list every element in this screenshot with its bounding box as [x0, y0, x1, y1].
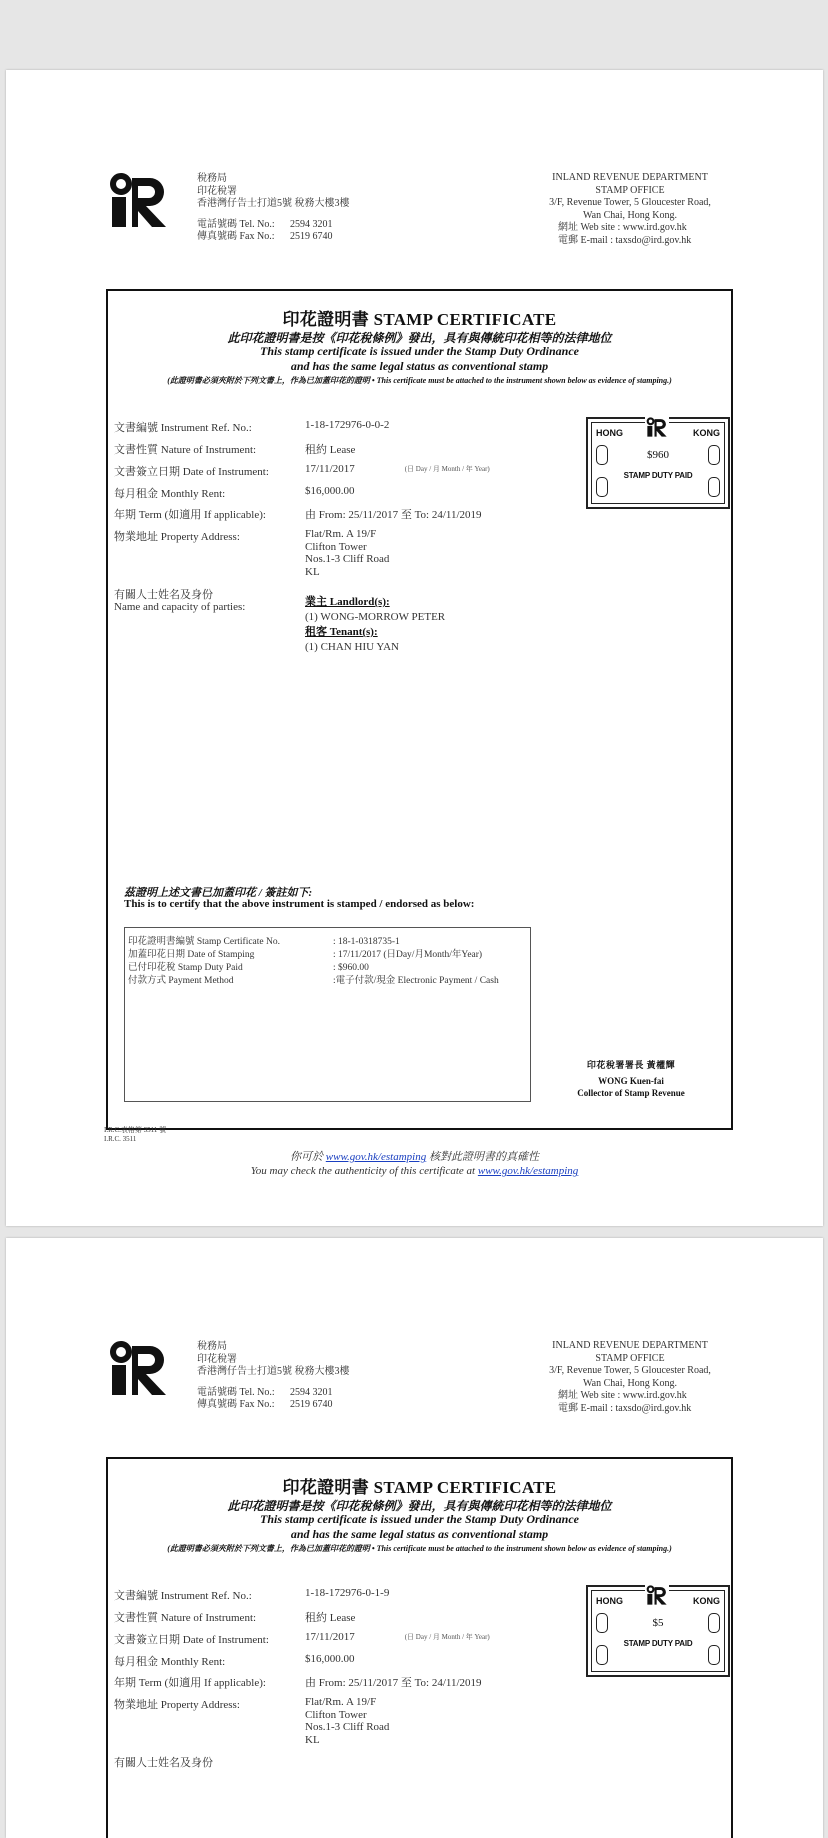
address-line: Flat/Rm. A 19/F [305, 528, 377, 540]
field-label: 文書簽立日期 Date of Instrument: [114, 1634, 269, 1646]
field-value: 由 From: 25/11/2017 至 To: 24/11/2019 [305, 1677, 482, 1689]
office-address-zh: 香港灣仔告士打道5號 稅務大樓3樓 [197, 198, 350, 209]
email: 電郵 E-mail : taxsdo@ird.gov.hk [558, 1402, 692, 1414]
field-label: 文書性質 Nature of Instrument: [114, 444, 257, 456]
certificate-subtitle-zh: 此印花證明書是按《印花稅條例》發出，具有與傳統印花相等的法律地位 [227, 331, 612, 345]
verify-text-zh-pre: 你可於 [290, 1151, 324, 1163]
stamping-value: : $960.00 [333, 963, 369, 973]
field-label: 年期 Term (如適用 If applicable): [114, 1677, 266, 1689]
collector-title-zh: 印花稅署署長 黃權輝 [586, 1060, 676, 1070]
date-value: 17/11/2017 [305, 463, 355, 475]
date-format-hint: (日 Day / 月 Month / 年 Year) [404, 465, 490, 474]
certify-heading-zh: 茲證明上述文書已加蓋印花 / 簽註如下: [124, 887, 313, 899]
certificate-subtitle-en-1: This stamp certificate is issued under the Stamp Duty Ordinance [259, 1512, 580, 1526]
stamp-duty-paid-text: STAMP DUTY PAID [623, 471, 693, 480]
stamp-amount: $5 [652, 1617, 664, 1629]
date-value: 17/11/2017 [305, 1631, 355, 1643]
address-line: KL [305, 1733, 320, 1746]
address-line: Flat/Rm. A 19/F [305, 1696, 377, 1708]
estamping-link[interactable]: www.gov.hk/estamping [325, 1151, 427, 1163]
letterhead [6, 70, 823, 270]
office-contact-en [526, 1340, 734, 1415]
office-address-en-2: Wan Chai, Hong Kong. [583, 209, 677, 221]
stamp-duty-paid-seal [586, 1585, 730, 1677]
field-label [114, 1757, 299, 1769]
form-number-zh: I.R.C.表格第 3511 號 [104, 1126, 167, 1134]
dept-name-zh: 稅務局 [197, 1341, 227, 1352]
tel-number: 2594 3201 [290, 1386, 333, 1398]
tel-label: 電話號碼 Tel. No.: [197, 218, 275, 230]
field-label: 文書編號 Instrument Ref. No.: [114, 1590, 252, 1602]
field-value: 1-18-172976-0-1-9 [305, 1587, 390, 1599]
field-label: 文書性質 Nature of Instrument: [114, 1612, 257, 1624]
tenant-heading: 租客 Tenant(s): [305, 626, 378, 638]
collector-name-en: WONG Kuen-fai [598, 1076, 664, 1086]
email: 電郵 E-mail : taxsdo@ird.gov.hk [558, 234, 692, 246]
field-label: 物業地址 Property Address: [114, 531, 240, 543]
field-label: 每月租金 Monthly Rent: [114, 1656, 226, 1668]
field-value: 租約 Lease [305, 1612, 356, 1624]
ird-logo-icon [645, 417, 669, 437]
field-label: 文書編號 Instrument Ref. No.: [114, 422, 252, 434]
field-value [305, 595, 445, 655]
certificate-subtitle-en-2: and has the same legal status as conventional stamp [290, 359, 549, 373]
parties-label-en: Name and capacity of parties: [114, 601, 246, 613]
seal-mark-icon [596, 1613, 608, 1633]
seal-mark-icon [708, 1613, 720, 1633]
seal-mark-icon [596, 1645, 608, 1665]
office-name-en: STAMP OFFICE [595, 184, 665, 196]
certificate-subtitle-en-1: This stamp certificate is issued under the Stamp Duty Ordinance [259, 344, 580, 358]
stamp-certificate-box [106, 1457, 733, 1838]
address-line: Clifton Tower [305, 1708, 367, 1721]
certificate-title: 印花證明書 STAMP CERTIFICATE [282, 1478, 557, 1497]
landlord-name: (1) WONG-MORROW PETER [305, 611, 446, 623]
tel-number: 2594 3201 [290, 218, 333, 230]
office-address-en-1: 3/F, Revenue Tower, 5 Gloucester Road, [549, 1365, 711, 1376]
fax-number: 2519 6740 [290, 231, 333, 242]
office-name-zh: 印花稅署 [197, 185, 237, 197]
document-page-2 [6, 1238, 823, 1838]
stamp-duty-paid-text: STAMP DUTY PAID [623, 1639, 693, 1648]
seal-mark-icon [708, 1645, 720, 1665]
stamping-row [128, 972, 499, 986]
certificate-subtitle-en-2: and has the same legal status as conventional stamp [290, 1527, 549, 1541]
date-format-hint: (日 Day / 月 Month / 年 Year) [404, 1633, 490, 1642]
stamp-amount: $960 [647, 449, 669, 461]
ird-logo-icon [645, 1585, 669, 1605]
field-value: 由 From: 25/11/2017 至 To: 24/11/2019 [305, 509, 482, 521]
address-line: Clifton Tower [305, 540, 367, 553]
landlord-heading: 業主 Landlord(s): [305, 596, 390, 608]
letterhead [6, 1238, 823, 1438]
verify-text-zh-post: 核對此證明書的真確性 [428, 1151, 539, 1163]
verify-note [6, 1150, 823, 1178]
field-label: 文書簽立日期 Date of Instrument: [114, 466, 269, 478]
address-line: KL [305, 565, 320, 578]
certify-heading-en: This is to certify that the above instrument is stamped / endorsed as below: [124, 898, 475, 910]
field-label: 物業地址 Property Address: [114, 1699, 240, 1711]
verify-text-en: You may check the authenticity of this certificate at [250, 1165, 476, 1177]
stamp-hong: HONG [596, 1596, 623, 1606]
web-site: 網址 Web site : www.ird.gov.hk [558, 222, 687, 233]
form-number [104, 1126, 166, 1144]
field-value [305, 1631, 490, 1643]
field-label: 年期 Term (如適用 If applicable): [114, 509, 266, 521]
stamp-certificate-box [106, 289, 733, 1130]
field-label: 每月租金 Monthly Rent: [114, 488, 226, 500]
stamp-kong: KONG [693, 428, 720, 438]
field-label [114, 589, 299, 613]
seal-mark-icon [596, 477, 608, 497]
certificate-attach-note: (此證明書必須夾附於下列文書上，作為已加蓋印花的證明 • This certificate must be attached to the instrument shown below as evidence of stamping.) [167, 376, 672, 385]
dept-name-en: INLAND REVENUE DEPARTMENT [552, 1340, 708, 1351]
stamping-label: 已付印花稅 Stamp Duty Paid [128, 963, 243, 973]
stamping-label: 加蓋印花日期 Date of Stamping [128, 950, 255, 960]
certificate-subtitle-zh: 此印花證明書是按《印花稅條例》發出，具有與傳統印花相等的法律地位 [227, 1499, 612, 1513]
ird-logo-icon [108, 1340, 170, 1396]
address-line: Nos.1-3 Cliff Road [305, 553, 390, 565]
seal-mark-icon [708, 445, 720, 465]
field-value: 1-18-172976-0-0-2 [305, 419, 390, 431]
field-value [305, 1696, 389, 1746]
stamp-hong: HONG [596, 428, 623, 438]
parties-label-zh: 有關人士姓名及身份 [114, 1757, 213, 1769]
collector-signature [546, 1059, 716, 1099]
field-value: $16,000.00 [305, 485, 355, 497]
document-page-1 [6, 70, 823, 1226]
ird-logo-icon [108, 172, 170, 228]
stamping-row [128, 959, 369, 973]
stamping-row [128, 933, 400, 947]
web-site: 網址 Web site : www.ird.gov.hk [558, 1390, 687, 1401]
fax-label: 傳真號碼 Fax No.: [197, 231, 275, 242]
certificate-title: 印花證明書 STAMP CERTIFICATE [282, 310, 557, 329]
office-contact-en [526, 172, 734, 247]
parties-label-zh: 有關人士姓名及身份 [114, 589, 213, 601]
stamping-row [128, 946, 482, 960]
field-value [305, 463, 490, 475]
fax-number: 2519 6740 [290, 1399, 333, 1410]
form-number-en: I.R.C. 3511 [104, 1135, 137, 1143]
seal-mark-icon [708, 477, 720, 497]
stamping-label: 印花證明書編號 Stamp Certificate No. [128, 937, 280, 947]
office-address-en-1: 3/F, Revenue Tower, 5 Gloucester Road, [549, 197, 711, 208]
field-value: $16,000.00 [305, 1653, 355, 1665]
address-line: Nos.1-3 Cliff Road [305, 1721, 390, 1733]
office-name-en: STAMP OFFICE [595, 1352, 665, 1364]
office-contact-zh [197, 173, 350, 244]
stamping-details-box [124, 927, 531, 1102]
dept-name-en: INLAND REVENUE DEPARTMENT [552, 172, 708, 183]
collector-title-en: Collector of Stamp Revenue [577, 1088, 685, 1098]
stamping-value: : 18-1-0318735-1 [333, 937, 400, 947]
office-address-en-2: Wan Chai, Hong Kong. [583, 1377, 677, 1389]
seal-mark-icon [596, 445, 608, 465]
tenant-name: (1) CHAN HIU YAN [305, 641, 399, 653]
tel-label: 電話號碼 Tel. No.: [197, 1386, 275, 1398]
office-address-zh: 香港灣仔告士打道5號 稅務大樓3樓 [197, 1366, 350, 1377]
stamp-kong: KONG [693, 1596, 720, 1606]
office-name-zh: 印花稅署 [197, 1353, 237, 1365]
fax-label: 傳真號碼 Fax No.: [197, 1399, 275, 1410]
stamp-duty-paid-seal [586, 417, 730, 509]
stamping-label: 付款方式 Payment Method [128, 976, 234, 986]
dept-name-zh: 稅務局 [197, 173, 227, 184]
stamping-value: :電子付款/現金 Electronic Payment / Cash [333, 976, 499, 986]
certificate-attach-note: (此證明書必須夾附於下列文書上，作為已加蓋印花的證明 • This certificate must be attached to the instrument shown below as evidence of stamping.) [167, 1544, 672, 1553]
stamping-value: : 17/11/2017 (日Day/月Month/年Year) [333, 950, 483, 960]
estamping-link[interactable]: www.gov.hk/estamping [477, 1165, 579, 1177]
office-contact-zh [197, 1341, 350, 1412]
field-value [305, 528, 389, 578]
field-value: 租約 Lease [305, 444, 356, 456]
